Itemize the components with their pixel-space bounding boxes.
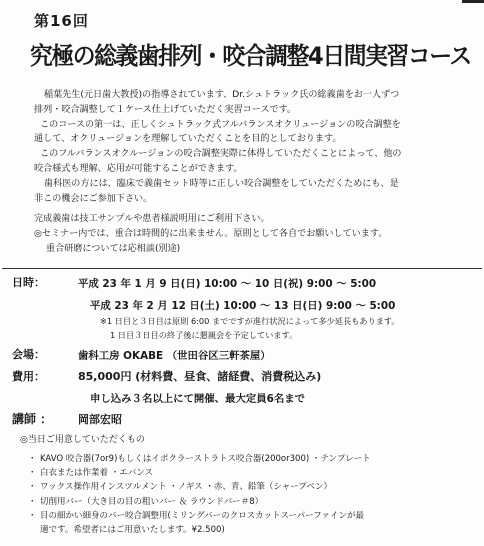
list-item: ・ 目の細かい細身のバー咬合調整用(ミリングバーのクロスカットスーパーファインが最 xyxy=(28,510,365,521)
prep-list xyxy=(28,452,371,537)
venue-value: 歯科工房 OKABE （世田谷区三軒茶屋） xyxy=(78,350,271,362)
capacity-text: 申し込み３名以上にて開催、最大定員6名まで xyxy=(90,393,306,405)
list-item: 適です。希望者にはご用意いたします。¥2.500) xyxy=(40,525,225,536)
edition-label: 第16回 xyxy=(34,12,89,30)
schedule-session-2: 平成 23 年 2 月 12 日(土) 10:00 ～ 13 日(日) 9:00 ～ 5:00 xyxy=(90,300,396,312)
schedule-note-2: 1 日目３日目の終了後に懇親会を予定しています。 xyxy=(110,330,298,340)
intro-line: 完成義歯は技工サンプルや患者様説明用にご利用下さい。 xyxy=(34,214,270,225)
schedule-label: 日時： xyxy=(12,276,45,289)
list-item: ・ ワックス操作用インスツルメント ・ノギス ・赤、青、鉛筆（シャープペン） xyxy=(28,482,332,493)
intro-line: 排列・咬合調整して１ケース仕上げていただく実習コースです。 xyxy=(34,104,297,115)
page-title: 究極の総義歯排列・咬合調整4日間実習コース xyxy=(30,42,471,70)
intro-line: 重合研磨については応相談(別途) xyxy=(46,243,181,254)
intro-line: ◎セミナー内では、重合は時間的に出来ません。原則として各自でお願いしています。 xyxy=(34,229,388,240)
intro-line: 稲葉先生(元日歯大教授)の指導されています、Dr.シュトラック氏の総義歯をお一人ずつ xyxy=(44,90,400,100)
section-divider xyxy=(2,268,482,269)
list-item: ・ KAVO 咬合器(7or9)もしくはイボクラーストラトス咬合器(200or300) ・テンプレート xyxy=(28,454,371,464)
intro-line: このフルバランスオクルージョンの咬合調整実際に体得していただくことによって、他の xyxy=(40,149,402,160)
intro-line: 咬合様式も理解、応用が可能することができます。 xyxy=(34,163,243,174)
intro-line: 通して、オクリュージョンを理解していただくことを目的としております。 xyxy=(34,134,342,145)
intro-line: 非この機会にご参加下さい。 xyxy=(34,193,153,204)
fee-value: 85,000円 (材料費、昼食、諸経費、消費税込み) xyxy=(78,370,322,383)
corner-mark xyxy=(462,0,484,3)
lecturer-label: 講師 ： xyxy=(12,412,53,426)
schedule-session-1: 平成 23 年 1 月 9 日(日) 10:00 ～ 10 日(祝) 9:00 ～ 5:00 xyxy=(78,278,377,290)
intro-line: 歯科医の方には、臨床で義歯セット時等に正しい咬合調整をしていただくためにも、是 xyxy=(44,178,399,189)
venue-label: 会場： xyxy=(12,348,45,361)
schedule-note-1: ※1 日目と３日目は原則 6:00 までですが進行状況によって多少延長もあります。 xyxy=(100,316,400,326)
intro-line: このコースの第一は、正しくシュトラック式フルバランスオクリュージョンの咬合調整を xyxy=(40,119,401,130)
prep-heading: ◎当日ご用意していただくもの xyxy=(20,435,145,445)
lecturer-name: 岡部宏昭 xyxy=(78,413,122,426)
fee-label: 費用： xyxy=(12,370,45,383)
list-item: ・ 白衣または作業着 ・エバンス xyxy=(28,468,153,479)
intro-section xyxy=(34,88,474,257)
list-item: ・ 切削用バー（大き目の目の粗いバー ＆ ラウンドバー＃8） xyxy=(28,496,264,507)
